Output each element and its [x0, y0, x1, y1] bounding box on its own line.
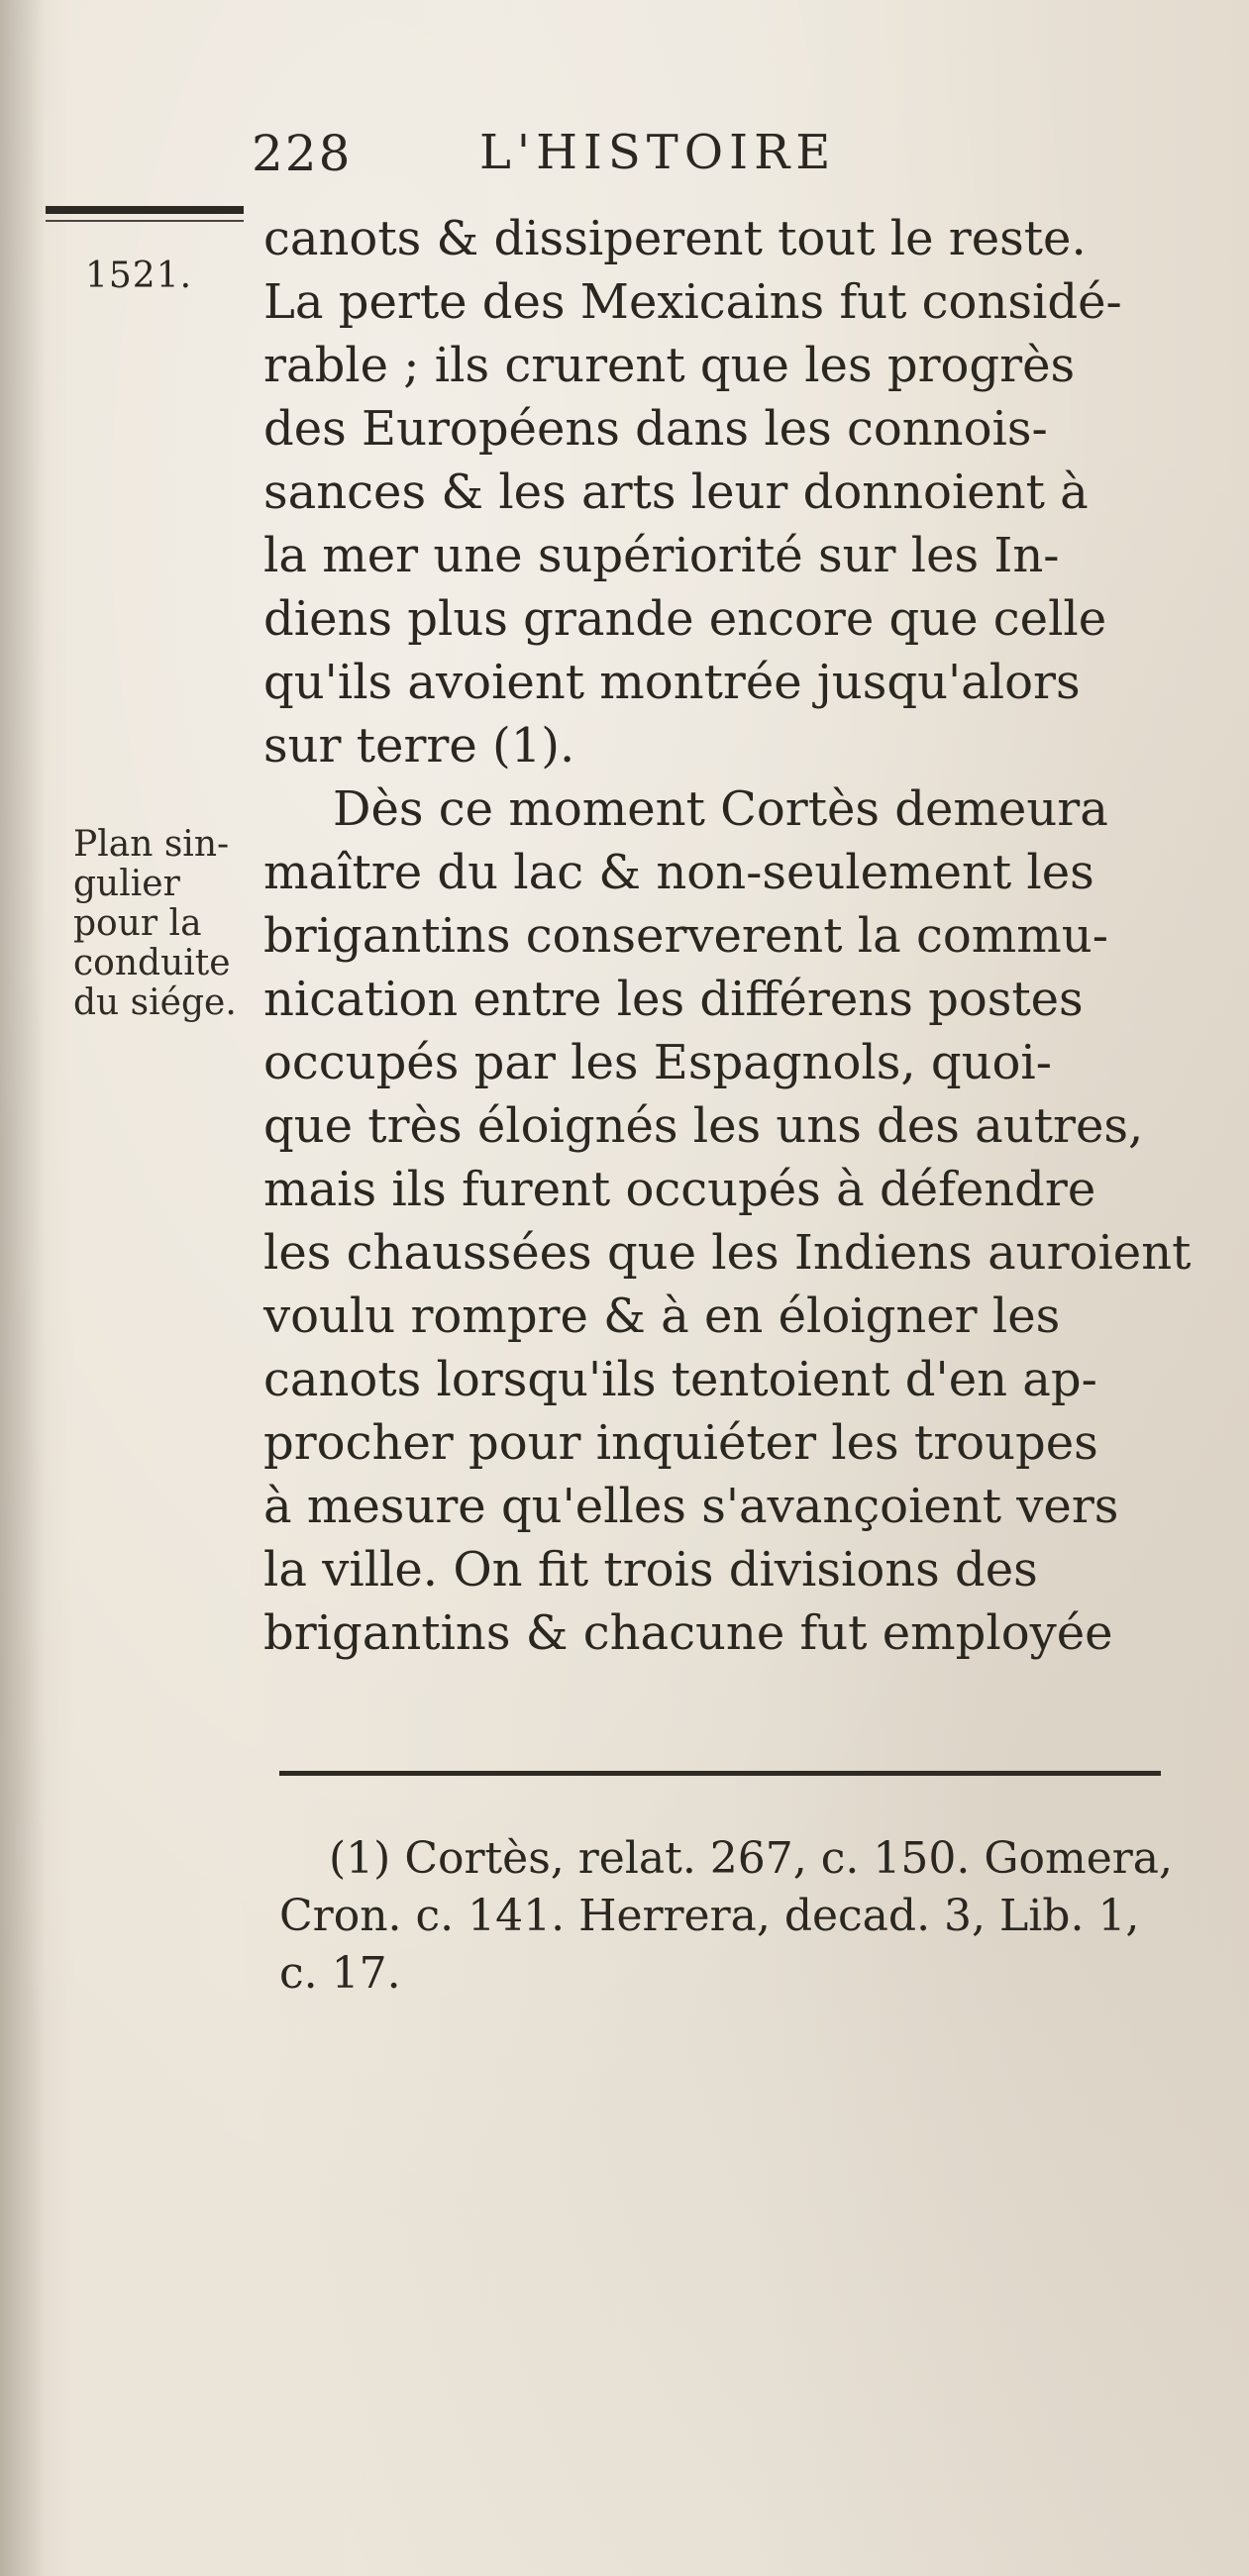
text-line: occupés par les Espagnols, quoi- — [263, 1035, 1052, 1090]
text-line: mais ils furent occupés à défendre — [263, 1162, 1096, 1217]
footnote-line: c. 17. — [279, 1948, 401, 1999]
margin-note-line: conduite — [73, 943, 231, 983]
text-line: qu'ils avoient montrée jusqu'alors — [263, 655, 1081, 710]
gutter-shadow — [0, 0, 46, 2576]
body-text — [263, 207, 1195, 1665]
text-line: à mesure qu'elles s'avançoient vers — [263, 1479, 1119, 1534]
text-line: voulu rompre & à en éloigner les — [263, 1288, 1061, 1344]
header-rule — [46, 206, 244, 214]
text-line: la mer une supériorité sur les In- — [263, 528, 1060, 583]
text-line: La perte des Mexicains fut considé- — [263, 274, 1122, 330]
text-line: que très éloignés les uns des autres, — [263, 1098, 1144, 1154]
text-line: maître du lac & non-seulement les — [263, 845, 1094, 900]
text-line: la ville. On fit trois divisions des — [263, 1542, 1038, 1597]
text-line: sur terre (1). — [263, 718, 575, 773]
footnote — [279, 1830, 1210, 2003]
text-line: les chaussées que les Indiens auroient — [263, 1225, 1192, 1281]
paragraph-start-line: Dès ce moment Cortès demeura — [333, 781, 1108, 837]
text-line: sances & les arts leur donnoient à — [263, 464, 1089, 520]
text-line: des Européens dans les connois- — [263, 401, 1048, 457]
margin-note-line: pour la — [73, 903, 202, 944]
margin-year: 1521. — [85, 256, 193, 296]
text-line: brigantins & chacune fut employée — [263, 1605, 1113, 1661]
header-rule-thin — [46, 220, 244, 222]
footnote-line: Cron. c. 141. Herrera, decad. 3, Lib. 1, — [279, 1891, 1140, 1941]
text-line: nication entre les différens postes — [263, 972, 1084, 1027]
footnote-line: (1) Cortès, relat. 267, c. 150. Gomera, — [329, 1833, 1173, 1884]
footnote-rule — [279, 1771, 1161, 1776]
margin-note-line: du siége. — [73, 982, 237, 1023]
running-title: L'HISTOIRE — [479, 125, 837, 180]
text-line: procher pour inquiéter les troupes — [263, 1415, 1098, 1471]
margin-note — [73, 825, 281, 1023]
text-line: rable ; ils crurent que les progrès — [263, 338, 1076, 393]
page-header — [252, 125, 965, 188]
text-line: diens plus grande encore que celle — [263, 591, 1107, 647]
text-line: canots & dissiperent tout le reste. — [263, 211, 1087, 266]
page-number: 228 — [252, 125, 353, 182]
text-line: brigantins conserverent la commu- — [263, 908, 1108, 964]
margin-note-line: Plan sin- — [73, 824, 230, 865]
margin-note-line: gulier — [73, 864, 180, 904]
text-line: canots lorsqu'ils tentoient d'en ap- — [263, 1352, 1097, 1407]
